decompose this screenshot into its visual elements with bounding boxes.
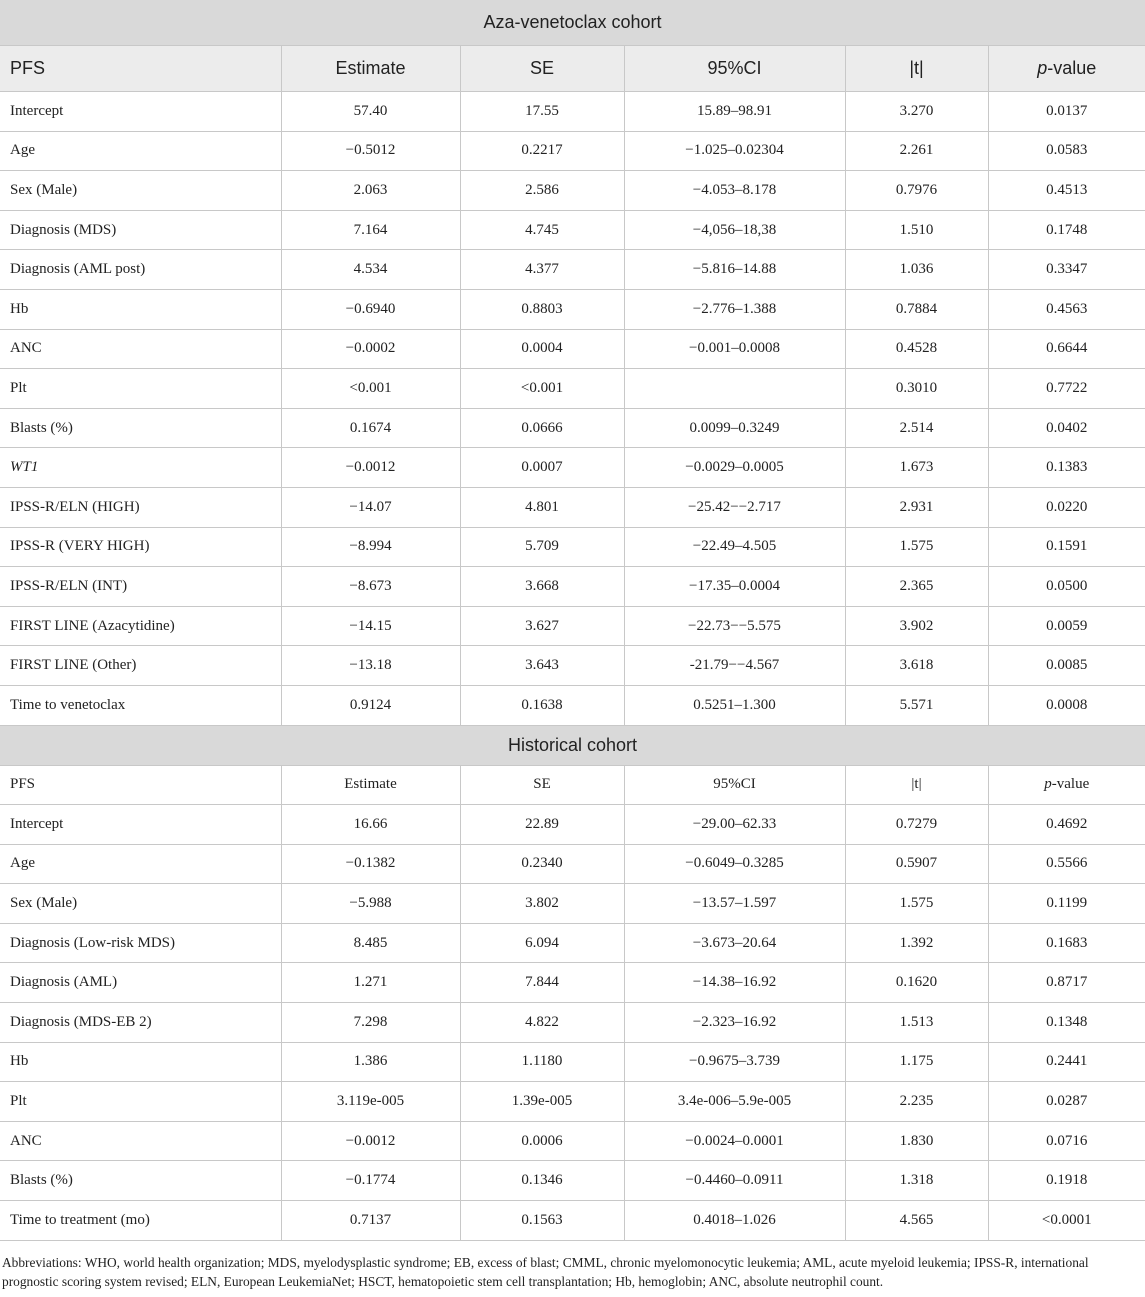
- t-cell: 2.261: [845, 131, 988, 171]
- t-cell: 2.514: [845, 408, 988, 448]
- estimate-cell: −0.1382: [281, 844, 460, 884]
- ci-cell: −2.323–16.92: [624, 1003, 845, 1043]
- table-row: [0, 1042, 1145, 1082]
- p-cell: 0.1918: [988, 1161, 1145, 1201]
- variable-cell: Blasts (%): [0, 1161, 281, 1201]
- ci-cell: −0.0029–0.0005: [624, 448, 845, 488]
- table-row: [0, 805, 1145, 845]
- table-row: [0, 448, 1145, 488]
- t-cell: 1.175: [845, 1042, 988, 1082]
- variable-cell: ANC: [0, 1121, 281, 1161]
- ci-cell: 15.89–98.91: [624, 92, 845, 132]
- p-cell: 0.8717: [988, 963, 1145, 1003]
- t-cell: 0.7279: [845, 805, 988, 845]
- estimate-cell: −0.5012: [281, 131, 460, 171]
- ci-cell: -21.79−−4.567: [624, 646, 845, 686]
- variable-cell: Diagnosis (AML): [0, 963, 281, 1003]
- p-cell: 0.0059: [988, 606, 1145, 646]
- ci-cell: 0.5251–1.300: [624, 685, 845, 725]
- variable-cell: Age: [0, 131, 281, 171]
- table-row: [0, 487, 1145, 527]
- t-cell: 0.7884: [845, 289, 988, 329]
- column-header: SE: [460, 46, 624, 92]
- variable-cell: WT1: [0, 448, 281, 488]
- se-cell: 4.377: [460, 250, 624, 290]
- t-cell: 0.3010: [845, 369, 988, 409]
- se-cell: 0.2217: [460, 131, 624, 171]
- ci-cell: −3.673–20.64: [624, 923, 845, 963]
- variable-cell: Time to venetoclax: [0, 685, 281, 725]
- se-cell: 4.822: [460, 1003, 624, 1043]
- table-row: [0, 606, 1145, 646]
- variable-cell: Intercept: [0, 92, 281, 132]
- column-header: Estimate: [281, 765, 460, 805]
- column-header: 95%CI: [624, 765, 845, 805]
- p-cell: 0.0583: [988, 131, 1145, 171]
- estimate-cell: −14.07: [281, 487, 460, 527]
- p-italic: p: [1037, 58, 1048, 78]
- se-cell: 0.0666: [460, 408, 624, 448]
- variable-cell: Hb: [0, 1042, 281, 1082]
- table-row: [0, 289, 1145, 329]
- table-row: [0, 329, 1145, 369]
- se-cell: 3.802: [460, 884, 624, 924]
- variable-cell: Time to treatment (mo): [0, 1201, 281, 1241]
- se-cell: 6.094: [460, 923, 624, 963]
- variable-cell: FIRST LINE (Azacytidine): [0, 606, 281, 646]
- t-cell: 1.575: [845, 527, 988, 567]
- estimate-cell: −5.988: [281, 884, 460, 924]
- se-cell: 0.2340: [460, 844, 624, 884]
- table-row: [0, 685, 1145, 725]
- t-cell: 1.513: [845, 1003, 988, 1043]
- p-cell: 0.0008: [988, 685, 1145, 725]
- ci-cell: 3.4e-006–5.9e-005: [624, 1082, 845, 1122]
- footnote: Abbreviations: WHO, world health organization; MDS, myelodysplastic syndrome; EB, excess of blast; CMML, chronic myelomonocytic leukemia; AML, acute myeloid leukemia; IPSS-R, international prognostic scoring system revised; ELN, European LeukemiaNet; HSCT, hematopoietic stem cell transplantation; Hb, hemoglobin; ANC, absolute neutrophil count.: [2, 1254, 1089, 1289]
- ci-cell: −22.49–4.505: [624, 527, 845, 567]
- p-cell: 0.4513: [988, 171, 1145, 211]
- estimate-cell: 0.1674: [281, 408, 460, 448]
- p-cell: <0.0001: [988, 1201, 1145, 1241]
- se-cell: 1.1180: [460, 1042, 624, 1082]
- p-cell: 0.0287: [988, 1082, 1145, 1122]
- p-cell: 0.4692: [988, 805, 1145, 845]
- estimate-cell: 16.66: [281, 805, 460, 845]
- table-row: [0, 210, 1145, 250]
- estimate-cell: −0.0012: [281, 448, 460, 488]
- p-italic: p: [1044, 776, 1052, 793]
- estimate-cell: 7.298: [281, 1003, 460, 1043]
- t-cell: 2.931: [845, 487, 988, 527]
- t-cell: 3.270: [845, 92, 988, 132]
- variable-cell: Age: [0, 844, 281, 884]
- se-cell: 22.89: [460, 805, 624, 845]
- p-cell: 0.0137: [988, 92, 1145, 132]
- variable-cell: ANC: [0, 329, 281, 369]
- estimate-cell: −0.6940: [281, 289, 460, 329]
- p-cell: 0.0402: [988, 408, 1145, 448]
- table-row: [0, 527, 1145, 567]
- ci-cell: −0.9675–3.739: [624, 1042, 845, 1082]
- t-cell: 2.365: [845, 567, 988, 607]
- p-cell: 0.0716: [988, 1121, 1145, 1161]
- t-cell: 3.618: [845, 646, 988, 686]
- se-cell: <0.001: [460, 369, 624, 409]
- se-cell: 3.643: [460, 646, 624, 686]
- table-row: [0, 567, 1145, 607]
- ci-cell: 0.0099–0.3249: [624, 408, 845, 448]
- t-cell: 1.510: [845, 210, 988, 250]
- estimate-cell: 1.271: [281, 963, 460, 1003]
- estimate-cell: −13.18: [281, 646, 460, 686]
- p-cell: 0.1748: [988, 210, 1145, 250]
- estimate-cell: 1.386: [281, 1042, 460, 1082]
- p-cell: 0.1591: [988, 527, 1145, 567]
- table-row: [0, 1003, 1145, 1043]
- ci-cell: [624, 369, 845, 409]
- column-header: PFS: [0, 46, 281, 92]
- variable-cell: Sex (Male): [0, 171, 281, 211]
- column-header: [988, 765, 1145, 805]
- estimate-cell: 3.119e-005: [281, 1082, 460, 1122]
- section-title-row: [0, 725, 1145, 765]
- estimate-cell: 8.485: [281, 923, 460, 963]
- t-cell: 1.830: [845, 1121, 988, 1161]
- section-title-row: [0, 0, 1145, 46]
- table-row: [0, 408, 1145, 448]
- variable-cell: IPSS-R/ELN (INT): [0, 567, 281, 607]
- estimate-cell: −14.15: [281, 606, 460, 646]
- t-cell: 1.036: [845, 250, 988, 290]
- ci-cell: −25.42−−2.717: [624, 487, 845, 527]
- table-row: [0, 646, 1145, 686]
- t-cell: 0.4528: [845, 329, 988, 369]
- column-header-row: [0, 765, 1145, 805]
- se-cell: 0.8803: [460, 289, 624, 329]
- estimate-cell: 57.40: [281, 92, 460, 132]
- t-cell: 0.7976: [845, 171, 988, 211]
- ci-cell: −5.816–14.88: [624, 250, 845, 290]
- p-cell: 0.1383: [988, 448, 1145, 488]
- ci-cell: −4.053–8.178: [624, 171, 845, 211]
- variable-cell: Diagnosis (Low-risk MDS): [0, 923, 281, 963]
- table-row: [0, 1201, 1145, 1241]
- column-header: |t|: [845, 765, 988, 805]
- se-cell: 3.627: [460, 606, 624, 646]
- ci-cell: −13.57–1.597: [624, 884, 845, 924]
- table-row: [0, 844, 1145, 884]
- table-row: [0, 131, 1145, 171]
- table-row: [0, 369, 1145, 409]
- p-cell: 0.1199: [988, 884, 1145, 924]
- value-suffix: -value: [1051, 776, 1090, 793]
- variable-cell: Diagnosis (MDS): [0, 210, 281, 250]
- variable-cell: Diagnosis (AML post): [0, 250, 281, 290]
- table-row: [0, 250, 1145, 290]
- t-cell: 1.392: [845, 923, 988, 963]
- p-cell: 0.4563: [988, 289, 1145, 329]
- se-cell: 3.668: [460, 567, 624, 607]
- variable-cell: Plt: [0, 369, 281, 409]
- t-cell: 3.902: [845, 606, 988, 646]
- ci-cell: −17.35–0.0004: [624, 567, 845, 607]
- ci-cell: −14.38–16.92: [624, 963, 845, 1003]
- column-header: 95%CI: [624, 46, 845, 92]
- se-cell: 0.0004: [460, 329, 624, 369]
- estimate-cell: 7.164: [281, 210, 460, 250]
- ci-cell: −0.6049–0.3285: [624, 844, 845, 884]
- estimate-cell: 2.063: [281, 171, 460, 211]
- p-cell: 0.6644: [988, 329, 1145, 369]
- t-cell: 1.575: [845, 884, 988, 924]
- variable-cell: Sex (Male): [0, 884, 281, 924]
- se-cell: 17.55: [460, 92, 624, 132]
- se-cell: 4.801: [460, 487, 624, 527]
- estimate-cell: −0.0002: [281, 329, 460, 369]
- table-row: [0, 1161, 1145, 1201]
- p-cell: 0.3347: [988, 250, 1145, 290]
- ci-cell: −1.025–0.02304: [624, 131, 845, 171]
- ci-cell: −29.00–62.33: [624, 805, 845, 845]
- se-cell: 4.745: [460, 210, 624, 250]
- table-row: [0, 1121, 1145, 1161]
- ci-cell: −0.0024–0.0001: [624, 1121, 845, 1161]
- se-cell: 7.844: [460, 963, 624, 1003]
- t-cell: 0.1620: [845, 963, 988, 1003]
- estimate-cell: 4.534: [281, 250, 460, 290]
- table-row: [0, 92, 1145, 132]
- se-cell: 5.709: [460, 527, 624, 567]
- p-cell: 0.0500: [988, 567, 1145, 607]
- t-cell: 1.318: [845, 1161, 988, 1201]
- estimate-cell: −8.994: [281, 527, 460, 567]
- variable-cell: Hb: [0, 289, 281, 329]
- ci-cell: −4,056–18,38: [624, 210, 845, 250]
- estimate-cell: −8.673: [281, 567, 460, 607]
- variable-cell: Blasts (%): [0, 408, 281, 448]
- se-cell: 0.0006: [460, 1121, 624, 1161]
- variable-cell: Plt: [0, 1082, 281, 1122]
- variable-cell: FIRST LINE (Other): [0, 646, 281, 686]
- column-header: SE: [460, 765, 624, 805]
- estimate-cell: −0.1774: [281, 1161, 460, 1201]
- column-header: |t|: [845, 46, 988, 92]
- section-title: Historical cohort: [0, 725, 1145, 765]
- section-title: Aza-venetoclax cohort: [0, 0, 1145, 46]
- estimate-cell: 0.9124: [281, 685, 460, 725]
- variable-cell: Intercept: [0, 805, 281, 845]
- p-cell: 0.1348: [988, 1003, 1145, 1043]
- estimate-cell: −0.0012: [281, 1121, 460, 1161]
- se-cell: 1.39e-005: [460, 1082, 624, 1122]
- t-cell: 5.571: [845, 685, 988, 725]
- table-row: [0, 884, 1145, 924]
- t-cell: 1.673: [845, 448, 988, 488]
- column-header: Estimate: [281, 46, 460, 92]
- ci-cell: −22.73−−5.575: [624, 606, 845, 646]
- se-cell: 0.1638: [460, 685, 624, 725]
- p-cell: 0.1683: [988, 923, 1145, 963]
- column-header: [988, 46, 1145, 92]
- se-cell: 0.0007: [460, 448, 624, 488]
- value-suffix: -value: [1047, 58, 1097, 78]
- p-cell: 0.2441: [988, 1042, 1145, 1082]
- table-row: [0, 923, 1145, 963]
- ci-cell: −2.776–1.388: [624, 289, 845, 329]
- p-cell: 0.0085: [988, 646, 1145, 686]
- t-cell: 4.565: [845, 1201, 988, 1241]
- t-cell: 0.5907: [845, 844, 988, 884]
- ci-cell: 0.4018–1.026: [624, 1201, 845, 1241]
- se-cell: 0.1346: [460, 1161, 624, 1201]
- ci-cell: −0.4460–0.0911: [624, 1161, 845, 1201]
- variable-cell: IPSS-R/ELN (HIGH): [0, 487, 281, 527]
- table-row: [0, 963, 1145, 1003]
- p-cell: 0.7722: [988, 369, 1145, 409]
- se-cell: 2.586: [460, 171, 624, 211]
- ci-cell: −0.001–0.0008: [624, 329, 845, 369]
- variable-cell: Diagnosis (MDS-EB 2): [0, 1003, 281, 1043]
- estimate-cell: 0.7137: [281, 1201, 460, 1241]
- column-header-row: [0, 46, 1145, 92]
- p-cell: 0.0220: [988, 487, 1145, 527]
- se-cell: 0.1563: [460, 1201, 624, 1241]
- estimate-cell: <0.001: [281, 369, 460, 409]
- column-header: PFS: [0, 765, 281, 805]
- table-row: [0, 1082, 1145, 1122]
- table-row: [0, 171, 1145, 211]
- p-cell: 0.5566: [988, 844, 1145, 884]
- variable-cell: IPSS-R (VERY HIGH): [0, 527, 281, 567]
- t-cell: 2.235: [845, 1082, 988, 1122]
